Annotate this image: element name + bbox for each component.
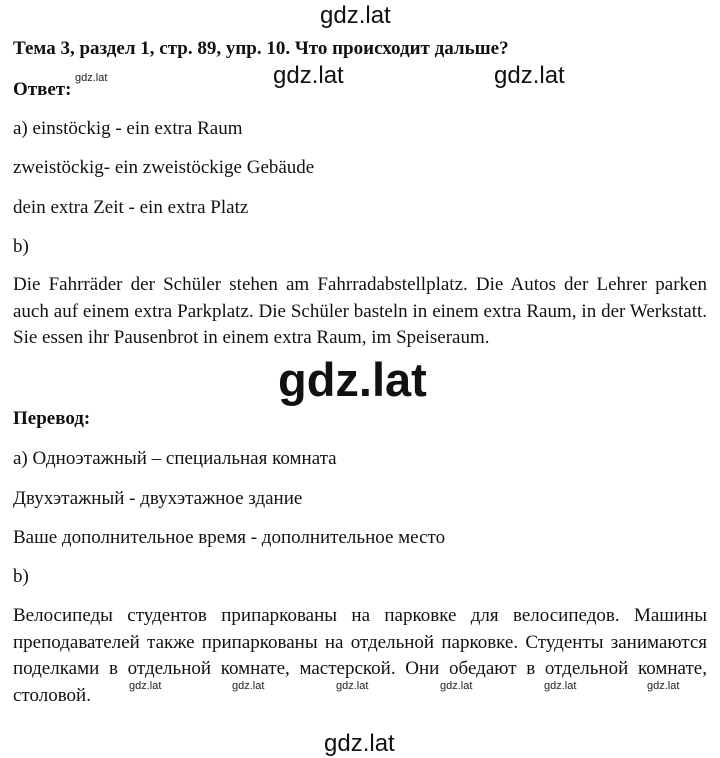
watermark-row-3: gdz.lat xyxy=(336,680,369,692)
translation-a-line-3: Ваше дополнительное время - дополнительное место xyxy=(13,527,446,548)
translation-heading: Перевод: xyxy=(13,408,91,429)
watermark-row-5: gdz.lat xyxy=(544,680,577,692)
answer-a-line-2: zweistöckig- ein zweistöckige Gebäude xyxy=(13,157,315,178)
watermark-small: gdz.lat xyxy=(75,72,108,84)
watermark-row-2: gdz.lat xyxy=(232,680,265,692)
page-title: Тема 3, раздел 1, стр. 89, упр. 10. Что происходит дальше? xyxy=(13,38,509,59)
translation-a-line-1: а) Одноэтажный – специальная комната xyxy=(13,448,337,469)
translation-a-line-2: Двухэтажный - двухэтажное здание xyxy=(13,488,303,509)
watermark-top: gdz.lat xyxy=(320,2,391,29)
watermark-mid-2: gdz.lat xyxy=(494,62,565,89)
watermark-row-1: gdz.lat xyxy=(129,680,162,692)
watermark-mid-1: gdz.lat xyxy=(273,62,344,89)
watermark-row-4: gdz.lat xyxy=(440,680,473,692)
answer-a-line-3: dein extra Zeit - ein extra Platz xyxy=(13,197,249,218)
answer-a-line-1: a) einstöckig - ein extra Raum xyxy=(13,118,243,139)
answer-b-text: Die Fahrräder der Schüler stehen am Fahrradabstellplatz. Die Autos der Lehrer parken auch auf einem extra Parkplatz. Die Schüler basteln in einem extra Raum, in der Werkstatt. Sie essen ihr Pausenbrot in einem extra Raum, im Speiseraum. xyxy=(13,274,707,348)
answer-b-label: b) xyxy=(13,236,29,257)
translation-b-label: b) xyxy=(13,566,29,587)
answer-heading: Ответ: xyxy=(13,79,72,100)
watermark-row-6: gdz.lat xyxy=(647,680,680,692)
translation-b-text: Велосипеды студентов припаркованы на парковке для велосипедов. Машины преподавателей также припаркованы на отдельной парковке. Студенты занимаются поделками в отдельной комнате, мастерской. Они обедают в отдельной комнате, столовой. xyxy=(13,605,707,706)
watermark-large: gdz.lat xyxy=(278,353,427,406)
watermark-bottom: gdz.lat xyxy=(324,730,395,757)
